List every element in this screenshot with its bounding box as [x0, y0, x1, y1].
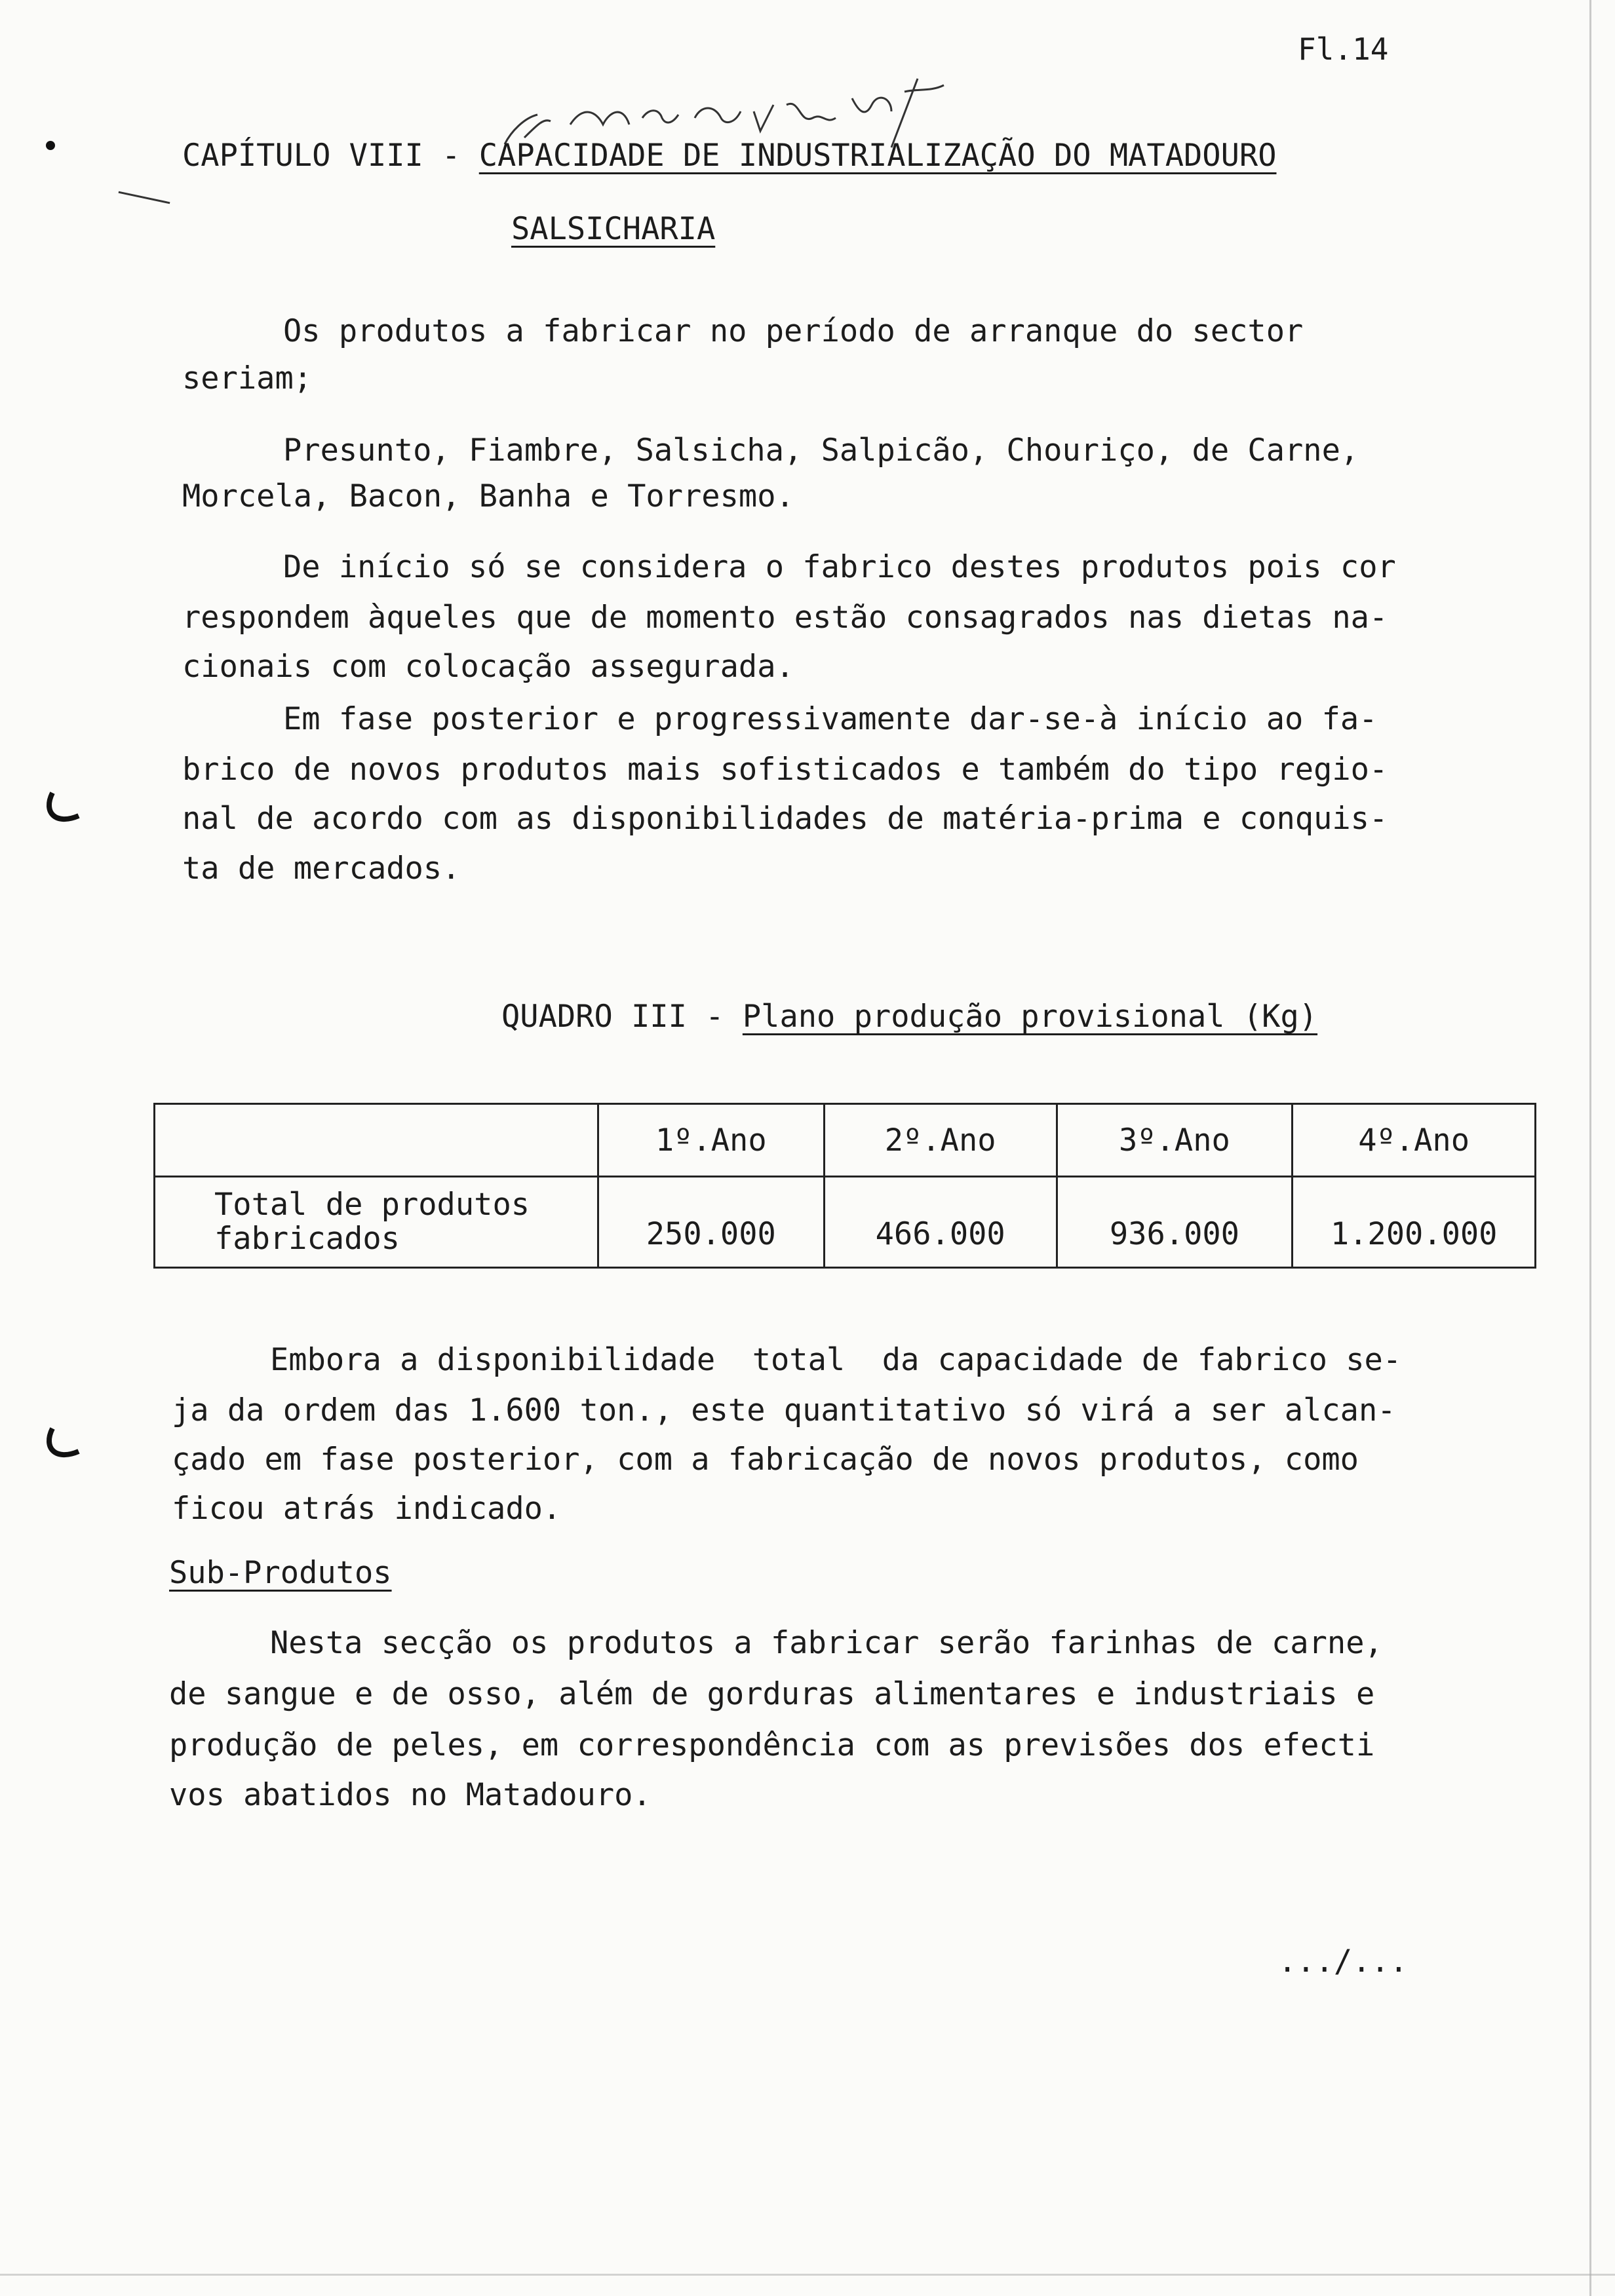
margin-dash-mark: [119, 191, 170, 204]
paragraph-6-line-2: de sangue e de osso, além de gorduras alimentares e industriais e: [169, 1676, 1375, 1712]
chapter-title: CAPACIDADE DE INDUSTRIALIZAÇÃO DO MATADOURO: [478, 138, 1277, 174]
margin-bracket-mark: [39, 1422, 92, 1474]
table-cell-year-1: 250.000: [598, 1177, 824, 1268]
paragraph-5-line-1: Embora a disponibilidade total da capacidade de fabrico se-: [270, 1342, 1402, 1378]
table-cell-year-4: 1.200.000: [1293, 1177, 1536, 1268]
scan-bottom-line: [0, 2274, 1615, 2276]
paragraph-4-line-2: brico de novos produtos mais sofisticados e também do tipo regio-: [182, 752, 1388, 788]
paragraph-4-line-4: ta de mercados.: [182, 851, 461, 887]
scan-edge-line: [1589, 0, 1591, 2296]
chapter-separator: -: [423, 138, 479, 174]
table-caption: [501, 999, 1317, 1035]
paragraph-4-line-3: nal de acordo com as disponibilidades de matéria-prima e conquis-: [182, 801, 1388, 837]
table-header-cell: 2º.Ano: [824, 1104, 1057, 1177]
table-caption-title: Plano produção provisional (Kg): [742, 999, 1318, 1035]
chapter-subtitle: SALSICHARIA: [511, 211, 716, 247]
continuation-marker: .../...: [1278, 1943, 1409, 1980]
row-label-line-1: Total de produtos: [214, 1187, 530, 1223]
paragraph-5-line-2: ja da ordem das 1.600 ton., este quantitativo só virá a ser alcan-: [172, 1392, 1396, 1428]
table-row-label: [155, 1177, 598, 1268]
paragraph-1-line-2: seriam;: [182, 360, 313, 396]
paragraph-3-line-3: cionais com colocação assegurada.: [182, 649, 794, 685]
paragraph-6-line-1: Nesta secção os produtos a fabricar serão farinhas de carne,: [270, 1625, 1383, 1661]
section-heading-sub-produtos: Sub-Produtos: [169, 1555, 392, 1591]
folio-number: Fl.14: [1298, 31, 1389, 67]
table-header-cell: 4º.Ano: [1293, 1104, 1536, 1177]
chapter-heading: [182, 138, 1277, 174]
paragraph-2-line-1: Presunto, Fiambre, Salsicha, Salpicão, Chouriço, de Carne,: [283, 432, 1359, 469]
paragraph-5-line-3: çado em fase posterior, com a fabricação de novos produtos, como: [172, 1442, 1359, 1478]
table-header-row: [155, 1104, 1536, 1177]
paragraph-4-line-1: Em fase posterior e progressivamente dar-se-à início ao fa-: [283, 701, 1378, 737]
paragraph-3-line-2: respondem àqueles que de momento estão consagrados nas dietas na-: [182, 600, 1388, 636]
table-caption-prefix: QUADRO III -: [501, 999, 743, 1035]
production-plan-table: [153, 1103, 1536, 1269]
paragraph-2-line-2: Morcela, Bacon, Banha e Torresmo.: [182, 478, 794, 514]
table-header-cell: 1º.Ano: [598, 1104, 824, 1177]
paragraph-3-line-1: De início só se considera o fabrico destes produtos pois cor: [283, 549, 1396, 585]
row-label-line-2: fabricados: [214, 1221, 400, 1257]
paragraph-6-line-4: vos abatidos no Matadouro.: [169, 1777, 652, 1813]
table-row: [155, 1177, 1536, 1268]
table-header-cell: 3º.Ano: [1057, 1104, 1293, 1177]
margin-dot-mark: [46, 141, 55, 150]
margin-bracket-mark: [39, 786, 92, 839]
paragraph-6-line-3: produção de peles, em correspondência com as previsões dos efecti: [169, 1727, 1375, 1763]
chapter-label: CAPÍTULO VIII: [182, 138, 423, 174]
table-cell-year-3: 936.000: [1057, 1177, 1293, 1268]
table-header-cell: [155, 1104, 598, 1177]
paragraph-5-line-4: ficou atrás indicado.: [172, 1491, 562, 1527]
table-cell-year-2: 466.000: [824, 1177, 1057, 1268]
paragraph-1-line-1: Os produtos a fabricar no período de arranque do sector: [283, 313, 1304, 349]
handwritten-annotation: [498, 52, 1022, 151]
